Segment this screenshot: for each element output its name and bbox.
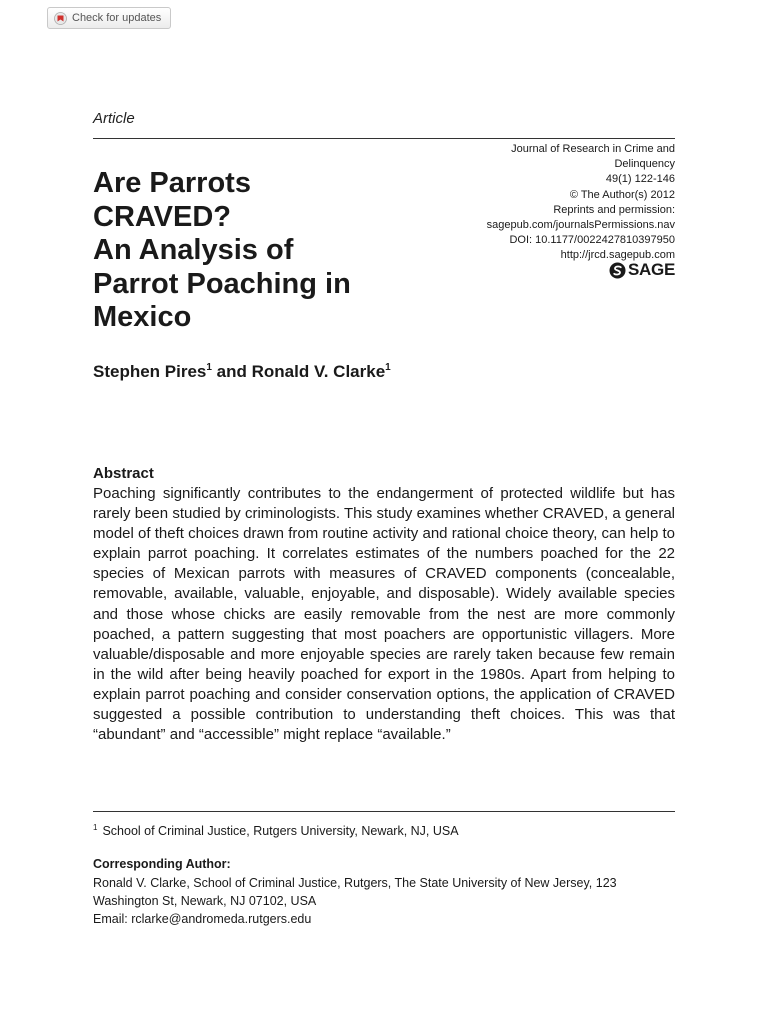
author-name: Stephen Pires: [93, 362, 207, 381]
author-joiner: and: [211, 362, 252, 381]
corresponding-author-heading: Corresponding Author:: [93, 857, 231, 871]
article-type-label: Article: [93, 110, 135, 127]
abstract-text: Poaching significantly contributes to the endangerment of protected wildlife but has rarely been studied by criminologists. This study examines whether CRAVED, a general model of theft choices drawn from routine activity and rational choice theory, can help to explain parrot poaching. It correlates estimates of the numbers poached for the 22 species of Mexican parrots with measures of CRAVED components (concealable, removable, available, valuable, enjoyable, and disposable). Widely available species and those whose chicks are easily removable from the nest are more commonly poached, a pattern suggesting that most poachers are opportunistic villagers. More valuable/disposable and more enjoyable species are rarely taken because few remain in the wild after being heavily poached for export in the 1980s. Apart from helping to explain parrot poaching and consider conservation options, the application of CRAVED suggested a possible contribution to understanding theft choices. This was that “abundant” and “accessible” might replace “available.”: [93, 485, 675, 744]
title-line: CRAVED?: [93, 200, 232, 233]
corresponding-address-line: Ronald V. Clarke, School of Criminal Justice, Rutgers, The State University of New Jersey, 123: [93, 876, 617, 890]
affiliation-note: [93, 823, 459, 838]
journal-name-line: Journal of Research in Crime and: [511, 143, 675, 155]
author-list: [93, 362, 391, 382]
check-for-updates-button[interactable]: [47, 7, 171, 29]
corresponding-address-line: Washington St, Newark, NJ 07102, USA: [93, 894, 317, 908]
affiliation-text: School of Criminal Justice, Rutgers University, Newark, NJ, USA: [102, 824, 459, 838]
permissions-link[interactable]: sagepub.com/journalsPermissions.nav: [486, 219, 675, 232]
top-divider: [93, 138, 675, 139]
affiliation-mark: 1: [206, 362, 212, 373]
copyright-line: © The Author(s) 2012: [569, 188, 675, 201]
journal-url-link[interactable]: http://jrcd.sagepub.com: [560, 249, 675, 262]
title-line: Parrot Poaching in: [93, 267, 351, 300]
sage-logo-icon: [609, 262, 626, 279]
affiliation-mark: 1: [385, 362, 391, 373]
check-updates-icon: [54, 12, 67, 25]
corresponding-author-details: [93, 874, 683, 928]
title-line: Mexico: [93, 301, 192, 333]
title-line: An Analysis of: [93, 234, 294, 266]
sage-logo-text: SAGE: [628, 260, 675, 279]
journal-info: [415, 142, 675, 264]
journal-volume: 49(1) 122-146: [605, 173, 675, 186]
article-title: [93, 167, 423, 335]
footnote-divider: [93, 811, 675, 812]
reprints-label: Reprints and permission:: [553, 203, 675, 216]
affiliation-mark: 1: [93, 823, 98, 832]
publisher-logo: [609, 260, 675, 280]
author-name: Ronald V. Clarke: [251, 362, 386, 381]
abstract-heading: Abstract: [93, 465, 154, 482]
journal-name-line: Delinquency: [614, 158, 675, 171]
title-line: Are Parrots: [93, 167, 251, 199]
corresponding-email[interactable]: Email: rclarke@andromeda.rutgers.edu: [93, 912, 312, 926]
check-for-updates-label: Check for updates: [72, 12, 162, 24]
doi-link[interactable]: DOI: 10.1177/0022427810397950: [509, 234, 675, 247]
